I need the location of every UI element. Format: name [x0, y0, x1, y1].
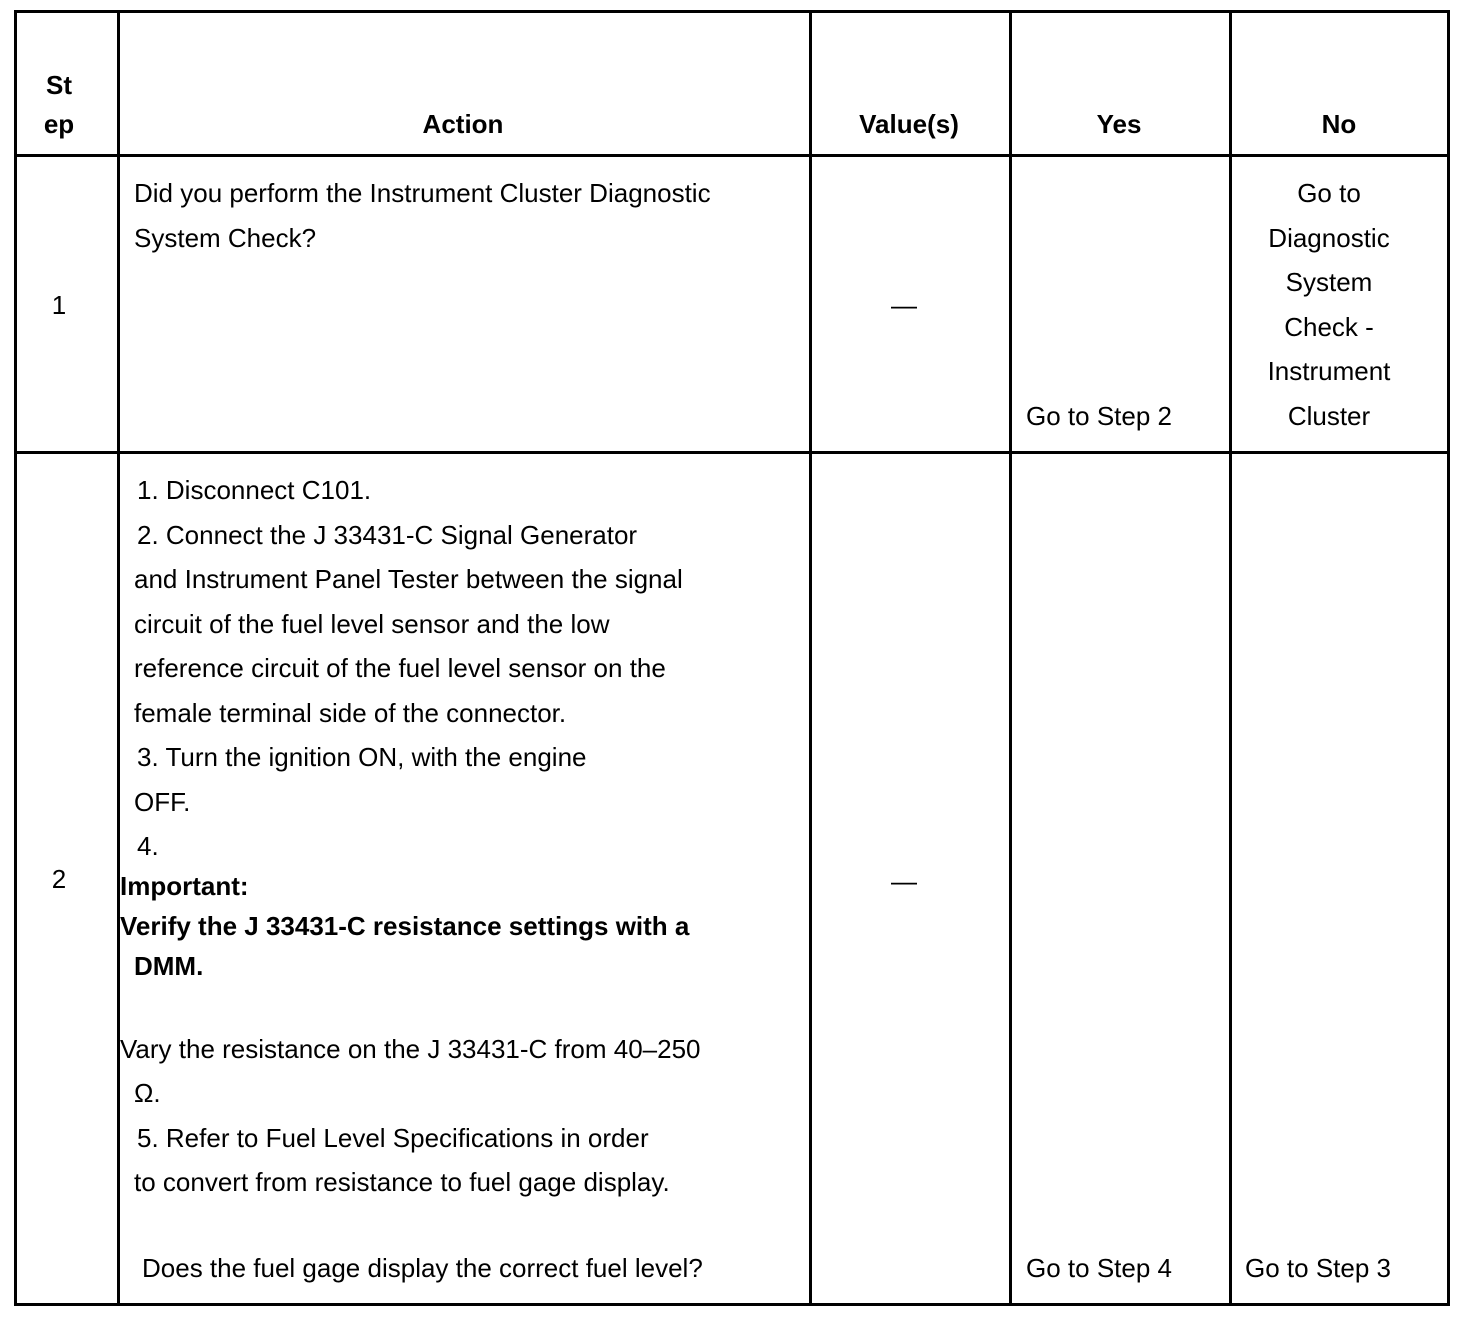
- action-item-2: 2. Connect the J 33431-C Signal Generator: [137, 520, 638, 550]
- action-text: System Check?: [134, 223, 317, 253]
- header-action: Action: [422, 109, 504, 139]
- no-cell-line: Cluster: [1287, 401, 1371, 431]
- action-item-3: 3. Turn the ignition ON, with the engine: [137, 742, 587, 772]
- action-item-1: 1. Disconnect C101.: [137, 475, 372, 505]
- header-no: No: [1321, 109, 1357, 139]
- action-item-3-cont: OFF.: [134, 787, 191, 817]
- no-cell-line: System: [1285, 267, 1373, 297]
- value-cell: —: [891, 290, 917, 320]
- important-label: Important:: [120, 871, 249, 901]
- action-item-2-cont: female terminal side of the connector.: [134, 698, 567, 728]
- row-divider: [17, 451, 1447, 454]
- action-item-4-text: Vary the resistance on the J 33431-C from 40–250: [120, 1034, 701, 1064]
- no-cell-line: Instrument: [1267, 356, 1391, 386]
- step-number: 2: [51, 864, 67, 894]
- action-item-5: 5. Refer to Fuel Level Specifications in order: [137, 1123, 649, 1153]
- no-cell-line: Check -: [1284, 312, 1374, 342]
- action-text: Did you perform the Instrument Cluster Diagnostic: [134, 178, 711, 208]
- step-number: 1: [51, 290, 67, 320]
- row-divider: [17, 154, 1447, 157]
- important-text-cont: DMM.: [134, 951, 204, 981]
- yes-cell: Go to Step 4: [1026, 1253, 1172, 1283]
- no-cell-line: Diagnostic: [1268, 223, 1390, 253]
- no-cell: Go to Step 3: [1245, 1253, 1391, 1283]
- yes-cell: Go to Step 2: [1026, 401, 1172, 431]
- header-step-cont: ep: [43, 109, 75, 139]
- header-step: St: [46, 70, 72, 100]
- action-item-2-cont: and Instrument Panel Tester between the signal: [134, 564, 683, 594]
- column-divider: [117, 13, 120, 1303]
- column-divider: [809, 13, 812, 1303]
- action-item-2-cont: reference circuit of the fuel level sensor on the: [134, 653, 666, 683]
- action-item-5-cont: to convert from resistance to fuel gage display.: [134, 1167, 670, 1197]
- important-text: Verify the J 33431-C resistance settings with a: [120, 911, 690, 941]
- value-cell: —: [891, 866, 917, 896]
- action-item-2-cont: circuit of the fuel level sensor and the low: [134, 609, 610, 639]
- column-divider: [1009, 13, 1012, 1303]
- header-values: Value(s): [859, 109, 959, 139]
- header-yes: Yes: [1096, 109, 1142, 139]
- no-cell-line: Go to: [1297, 178, 1361, 208]
- action-question: Does the fuel gage display the correct fuel level?: [142, 1253, 703, 1283]
- action-item-4: 4.: [137, 831, 159, 861]
- action-item-4-cont: Ω.: [134, 1078, 161, 1108]
